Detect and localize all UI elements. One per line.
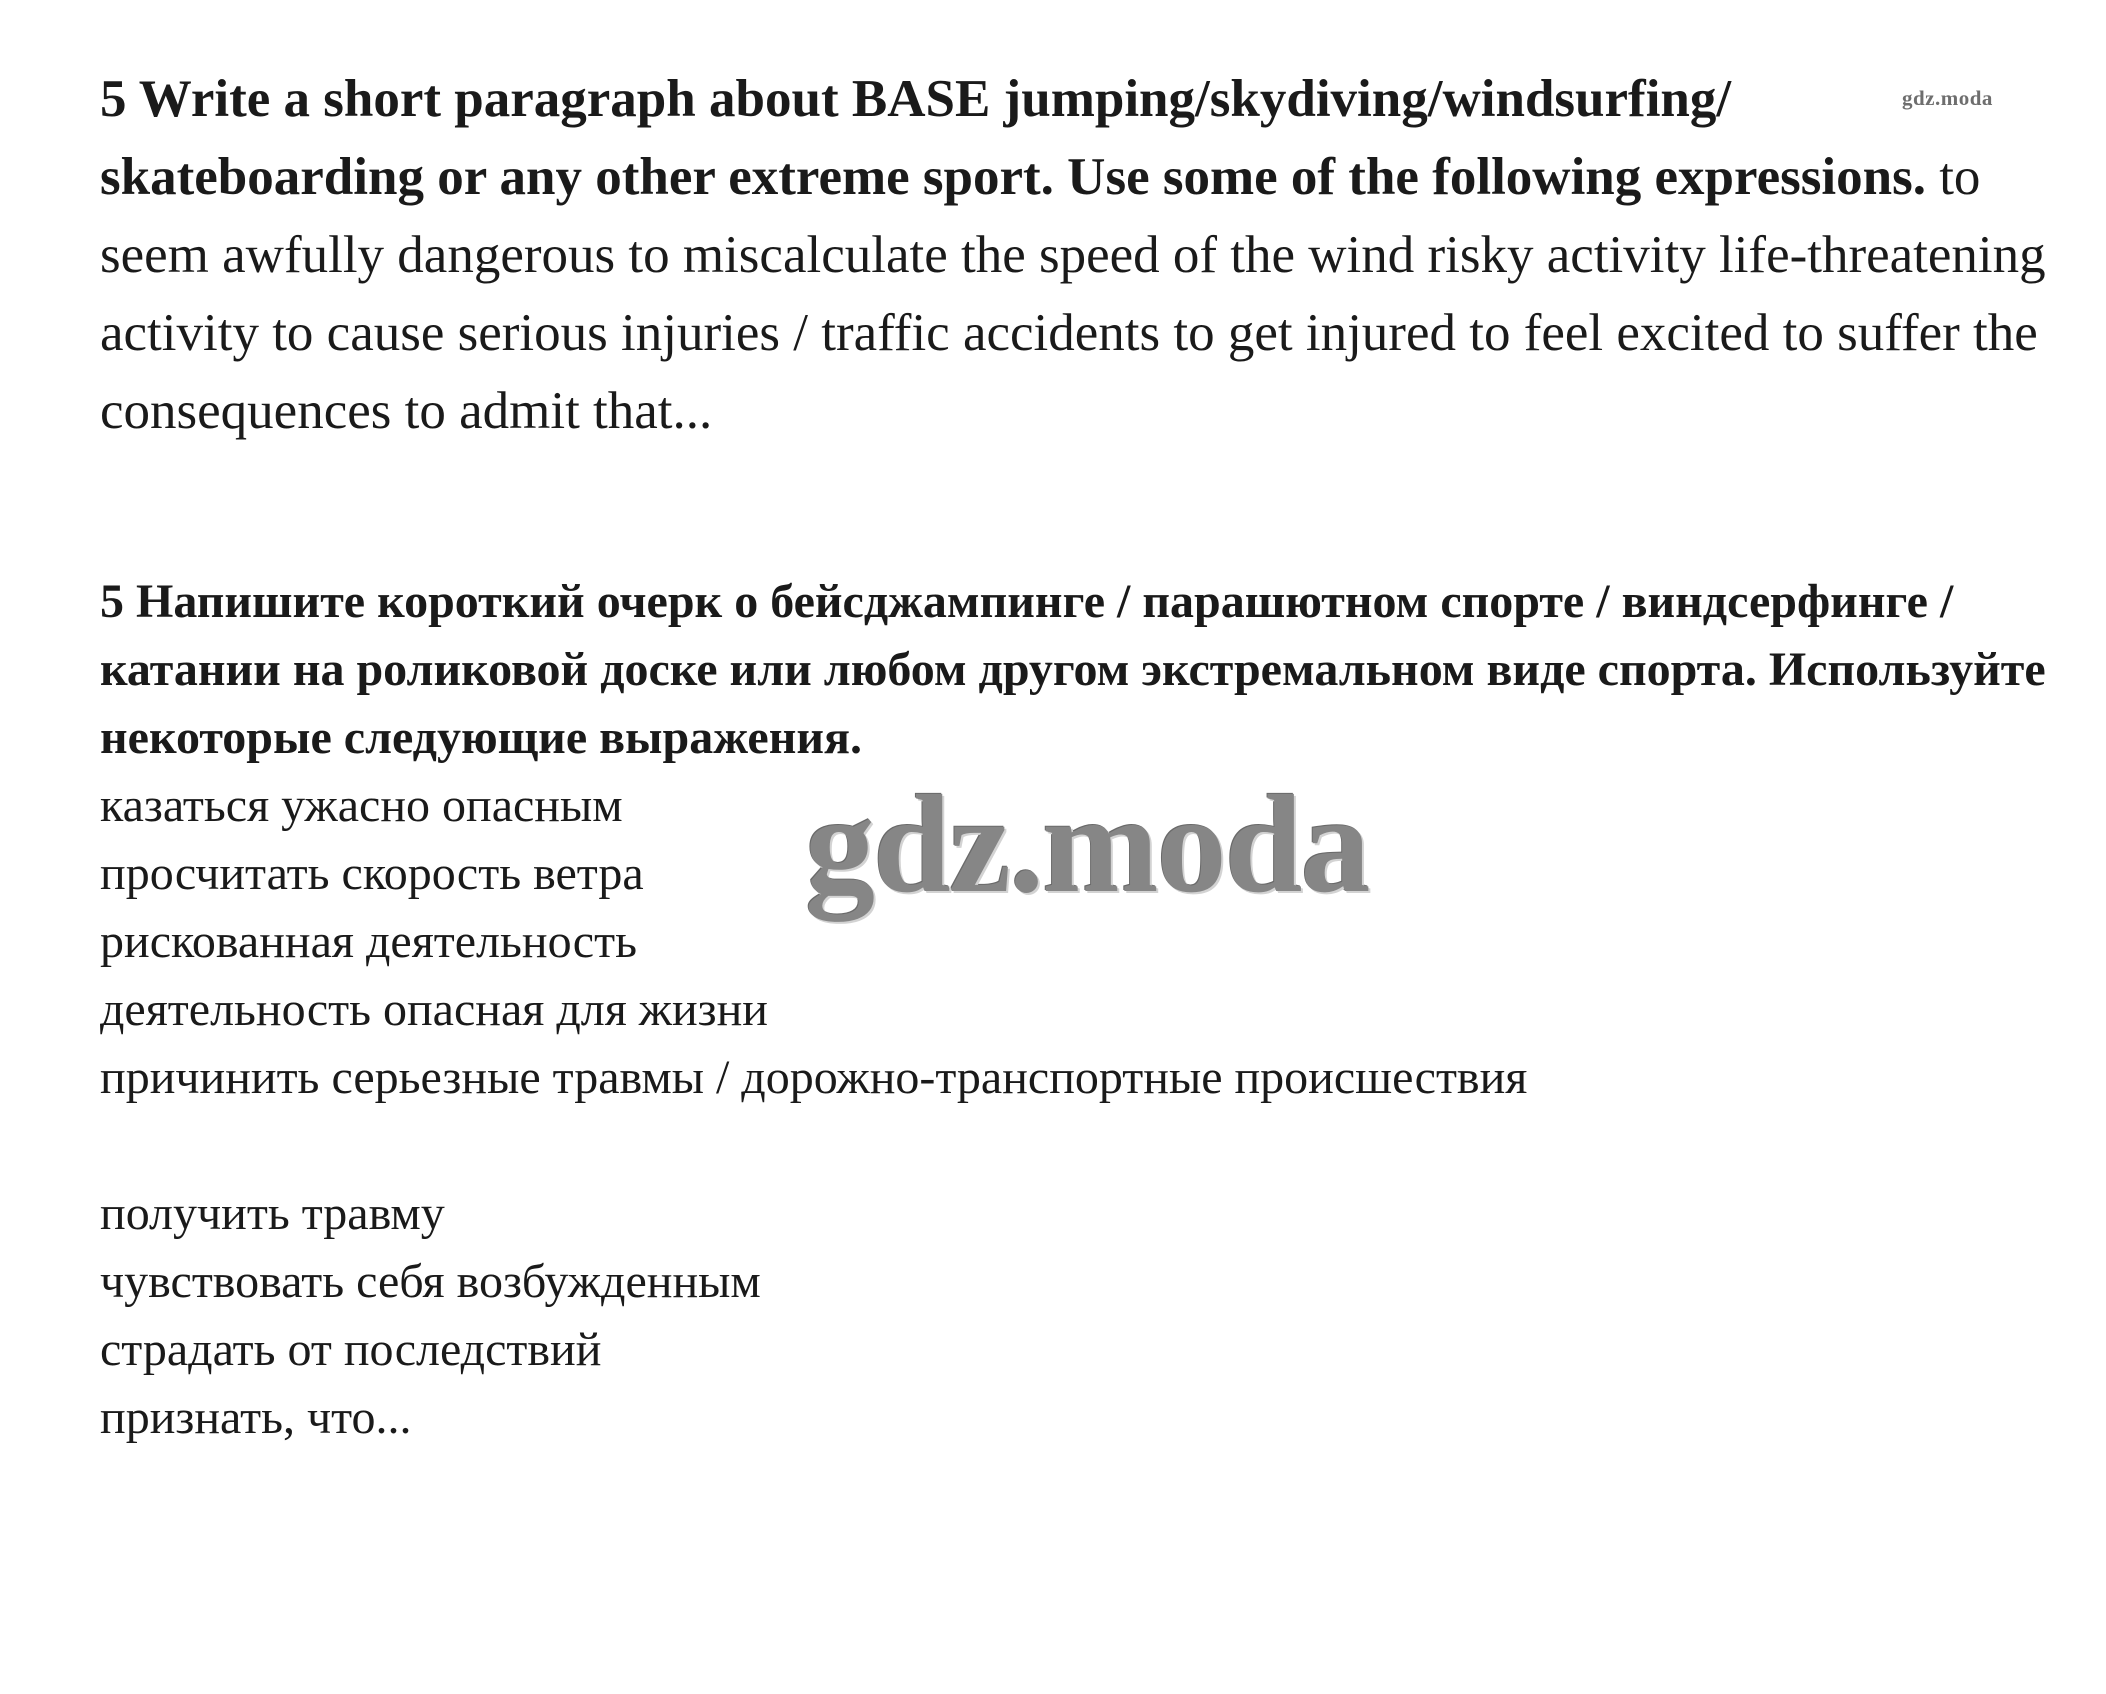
list-item: чувствовать себя возбужденным	[100, 1255, 761, 1308]
list-item: страдать от последствий	[100, 1323, 602, 1376]
list-item: причинить серьезные травмы / дорожно-транспортные происшествия	[100, 1051, 1528, 1104]
list-item: признать, что...	[100, 1391, 412, 1444]
list-item: получить травму	[100, 1187, 445, 1240]
english-instruction: 5 Write a short paragraph about BASE jumping/skydiving/windsurfing/ skateboarding or any other extreme sport. Use some of the following expressions.	[100, 70, 1926, 206]
russian-task	[100, 568, 2060, 1452]
english-expressions: to seem awfully dangerous to miscalculate the speed of the wind risky activity life-threatening activity to cause serious injuries / traffic accidents to get injured to feel excited to suffer the consequences to admit that...	[100, 148, 2046, 440]
list-item: просчитать скорость ветра	[100, 847, 644, 900]
russian-instruction: 5 Напишите короткий очерк о бейсджампинге / парашютном спорте / виндсерфинге / катании на роликовой доске или любом другом экстремальном виде спорта. Используйте некоторые следующие выражения.	[100, 575, 2046, 764]
list-item: деятельность опасная для жизни	[100, 983, 768, 1036]
english-task	[100, 60, 2060, 450]
list-item: рискованная деятельность	[100, 915, 637, 968]
list-item: казаться ужасно опасным	[100, 779, 623, 832]
watermark-large: gdz.moda	[805, 767, 1369, 922]
watermark-small: gdz.moda	[1902, 86, 1993, 110]
